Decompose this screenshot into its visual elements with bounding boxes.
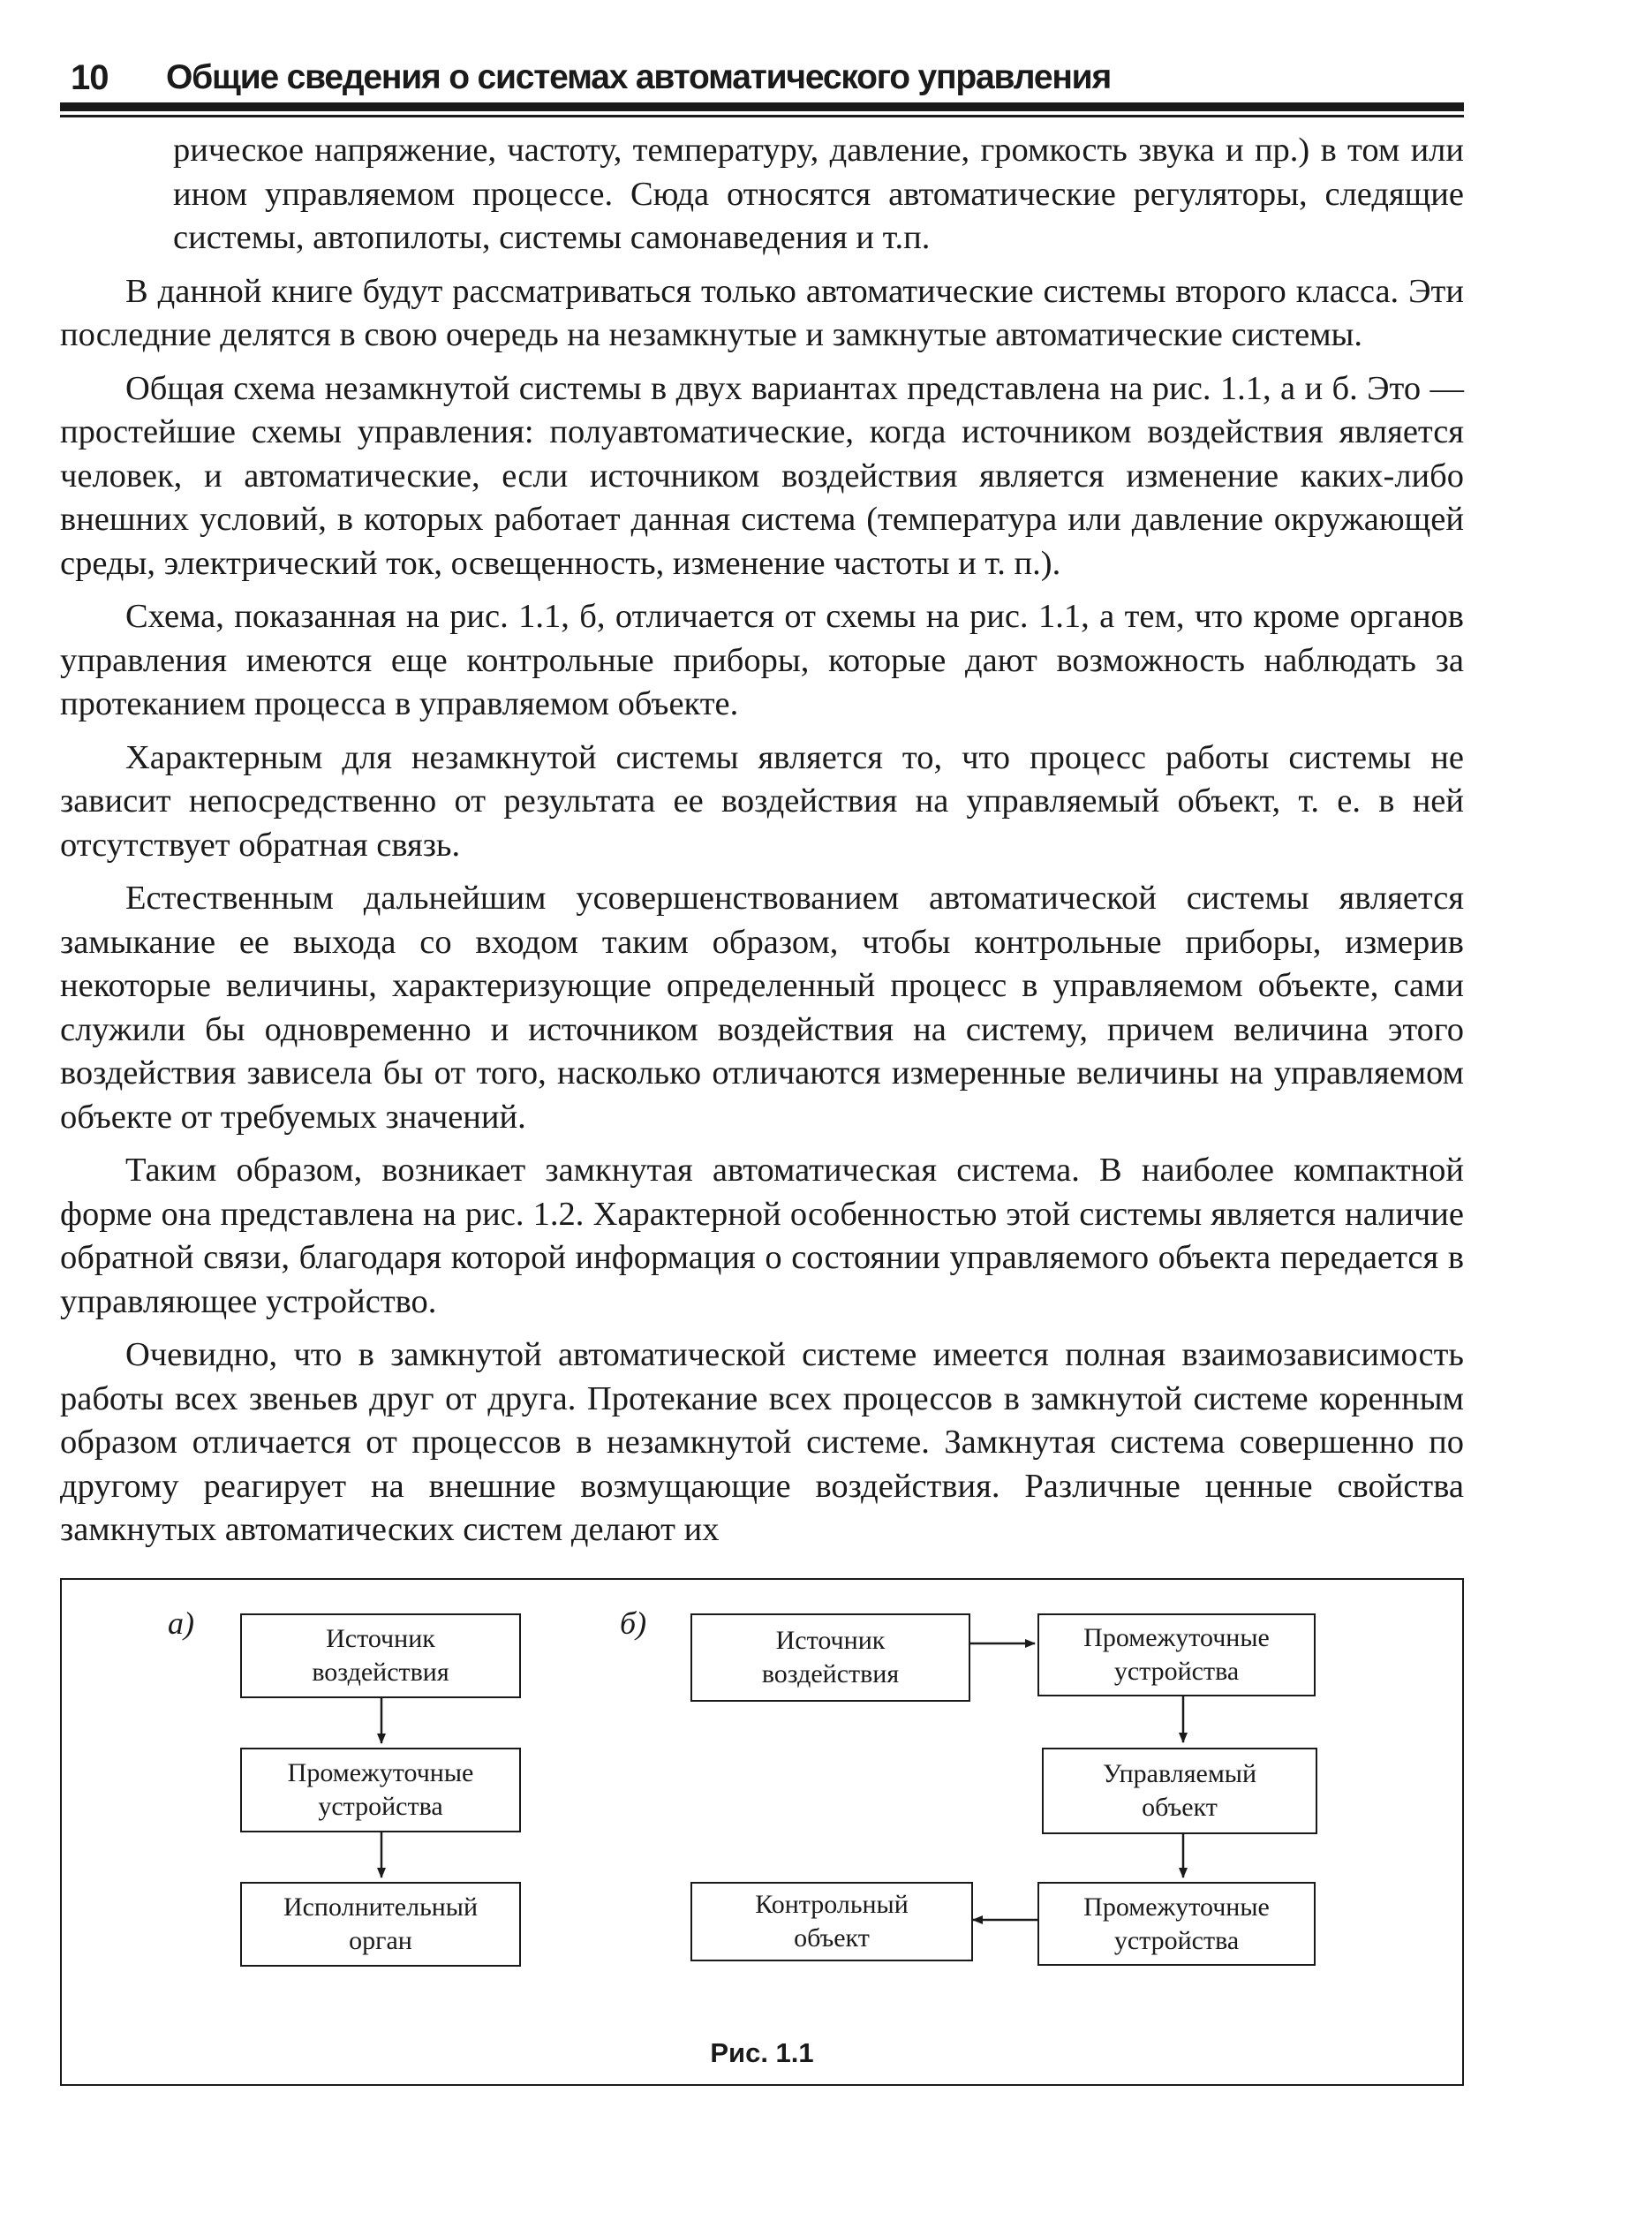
box-b-intermediate-1-label: Промежуточные устройства (1083, 1623, 1270, 1686)
page-number: 10 (71, 58, 109, 97)
figure-1-1 (60, 1578, 1464, 2086)
paragraph: рическое напряжение, частоту, температуру, давление, громкость звука и пр.) в том или ином управляемом процессе. Сюда относятся автоматические регуляторы, следящие системы, автопилоты, системы самонаведения и т.п. (173, 132, 1464, 256)
box-b-source (690, 1613, 970, 1702)
header-rule-thin (60, 115, 1464, 117)
box-a-source-label: Источник воздействия (312, 1624, 449, 1687)
running-title: Общие сведения о системах автоматического управления (166, 58, 1112, 96)
paragraph: Таким образом, возникает замкнутая автоматическая система. В наиболее компактной форме она представлена на рис. 1.2. Характерной особенностью этой системы является наличие обратной связи, благодаря которой информация о состоянии управляемого объекта передается в управляющее устройство. (60, 1152, 1464, 1320)
box-b-controlled-object (1042, 1748, 1317, 1834)
header-rule-thick (60, 102, 1464, 111)
box-b-intermediate-1 (1037, 1613, 1316, 1696)
paragraph: В данной книге будут рассматриваться только автоматические системы второго класса. Эти последние делятся в свою очередь на незамкнутые и замкнутые автоматические системы. (60, 272, 1464, 353)
box-a-actuator-label: Исполнительный орган (283, 1892, 479, 1955)
page-header (60, 51, 1464, 104)
box-a-source (240, 1613, 521, 1698)
box-b-control-object (690, 1882, 973, 1961)
box-b-control-object-label: Контрольный объект (755, 1890, 909, 1953)
figure-label-b: б) (620, 1605, 647, 1641)
box-a-intermediate-label: Промежуточные устройства (287, 1758, 474, 1821)
box-a-actuator (240, 1882, 521, 1967)
paragraph: Общая схема незамкнутой системы в двух вариантах представлена на рис. 1.1, а и б. Это — простейшие схемы управления: полуавтоматические, когда источником воздействия является человек, и автоматические, если источником воздействия является изменение каких-либо внешних условий, в которых работает данная система (температура или давление окружающей среды, электрический ток, освещенность, изменение частоты и т. п.). (60, 369, 1464, 582)
paragraph: Очевидно, что в замкнутой автоматической системе имеется полная взаимозависимость работы всех звеньев друг от друга. Протекание всех процессов в замкнутой системе коренным образом отличается от процессов в незамкнутой системе. Замкнутая система совершенно по другому реагирует на внешние возмущающие воздействия. Различные ценные свойства замкнутых автоматических систем делают их (60, 1336, 1464, 1548)
figure-caption: Рис. 1.1 (710, 2037, 814, 2068)
box-b-controlled-object-label: Управляемый объект (1102, 1759, 1257, 1822)
box-a-intermediate (240, 1748, 521, 1832)
paragraph: Естественным дальнейшим усовершенствованием автоматической системы является замыкание ее выхода со входом таким образом, чтобы контрольные приборы, измерив некоторые величины, характеризующие определенный процесс в управляемом объекте, сами служили бы одновременно и источником воздействия на систему, причем величина этого воздействия зависела бы от того, насколько отличаются измеренные величины на управляемом объекте от требуемых значений. (60, 880, 1464, 1136)
paragraph: Характерным для незамкнутой системы является то, что процесс работы системы не зависит непосредственно от результата ее воздействия на управляемый объект, т. е. в ней отсутствует обратная связь. (60, 738, 1464, 864)
body-text (60, 129, 1464, 1562)
paragraph: Схема, показанная на рис. 1.1, б, отличается от схемы на рис. 1.1, а тем, что кроме органов управления имеются еще контрольные приборы, которые дают возможность наблюдать за протеканием процесса в управляемом объекте. (60, 598, 1464, 722)
box-b-intermediate-2-label: Промежуточные устройства (1083, 1892, 1270, 1955)
box-b-intermediate-2 (1037, 1882, 1316, 1966)
box-b-source-label: Источник воздействия (761, 1626, 900, 1688)
figure-label-a: а) (168, 1605, 194, 1641)
